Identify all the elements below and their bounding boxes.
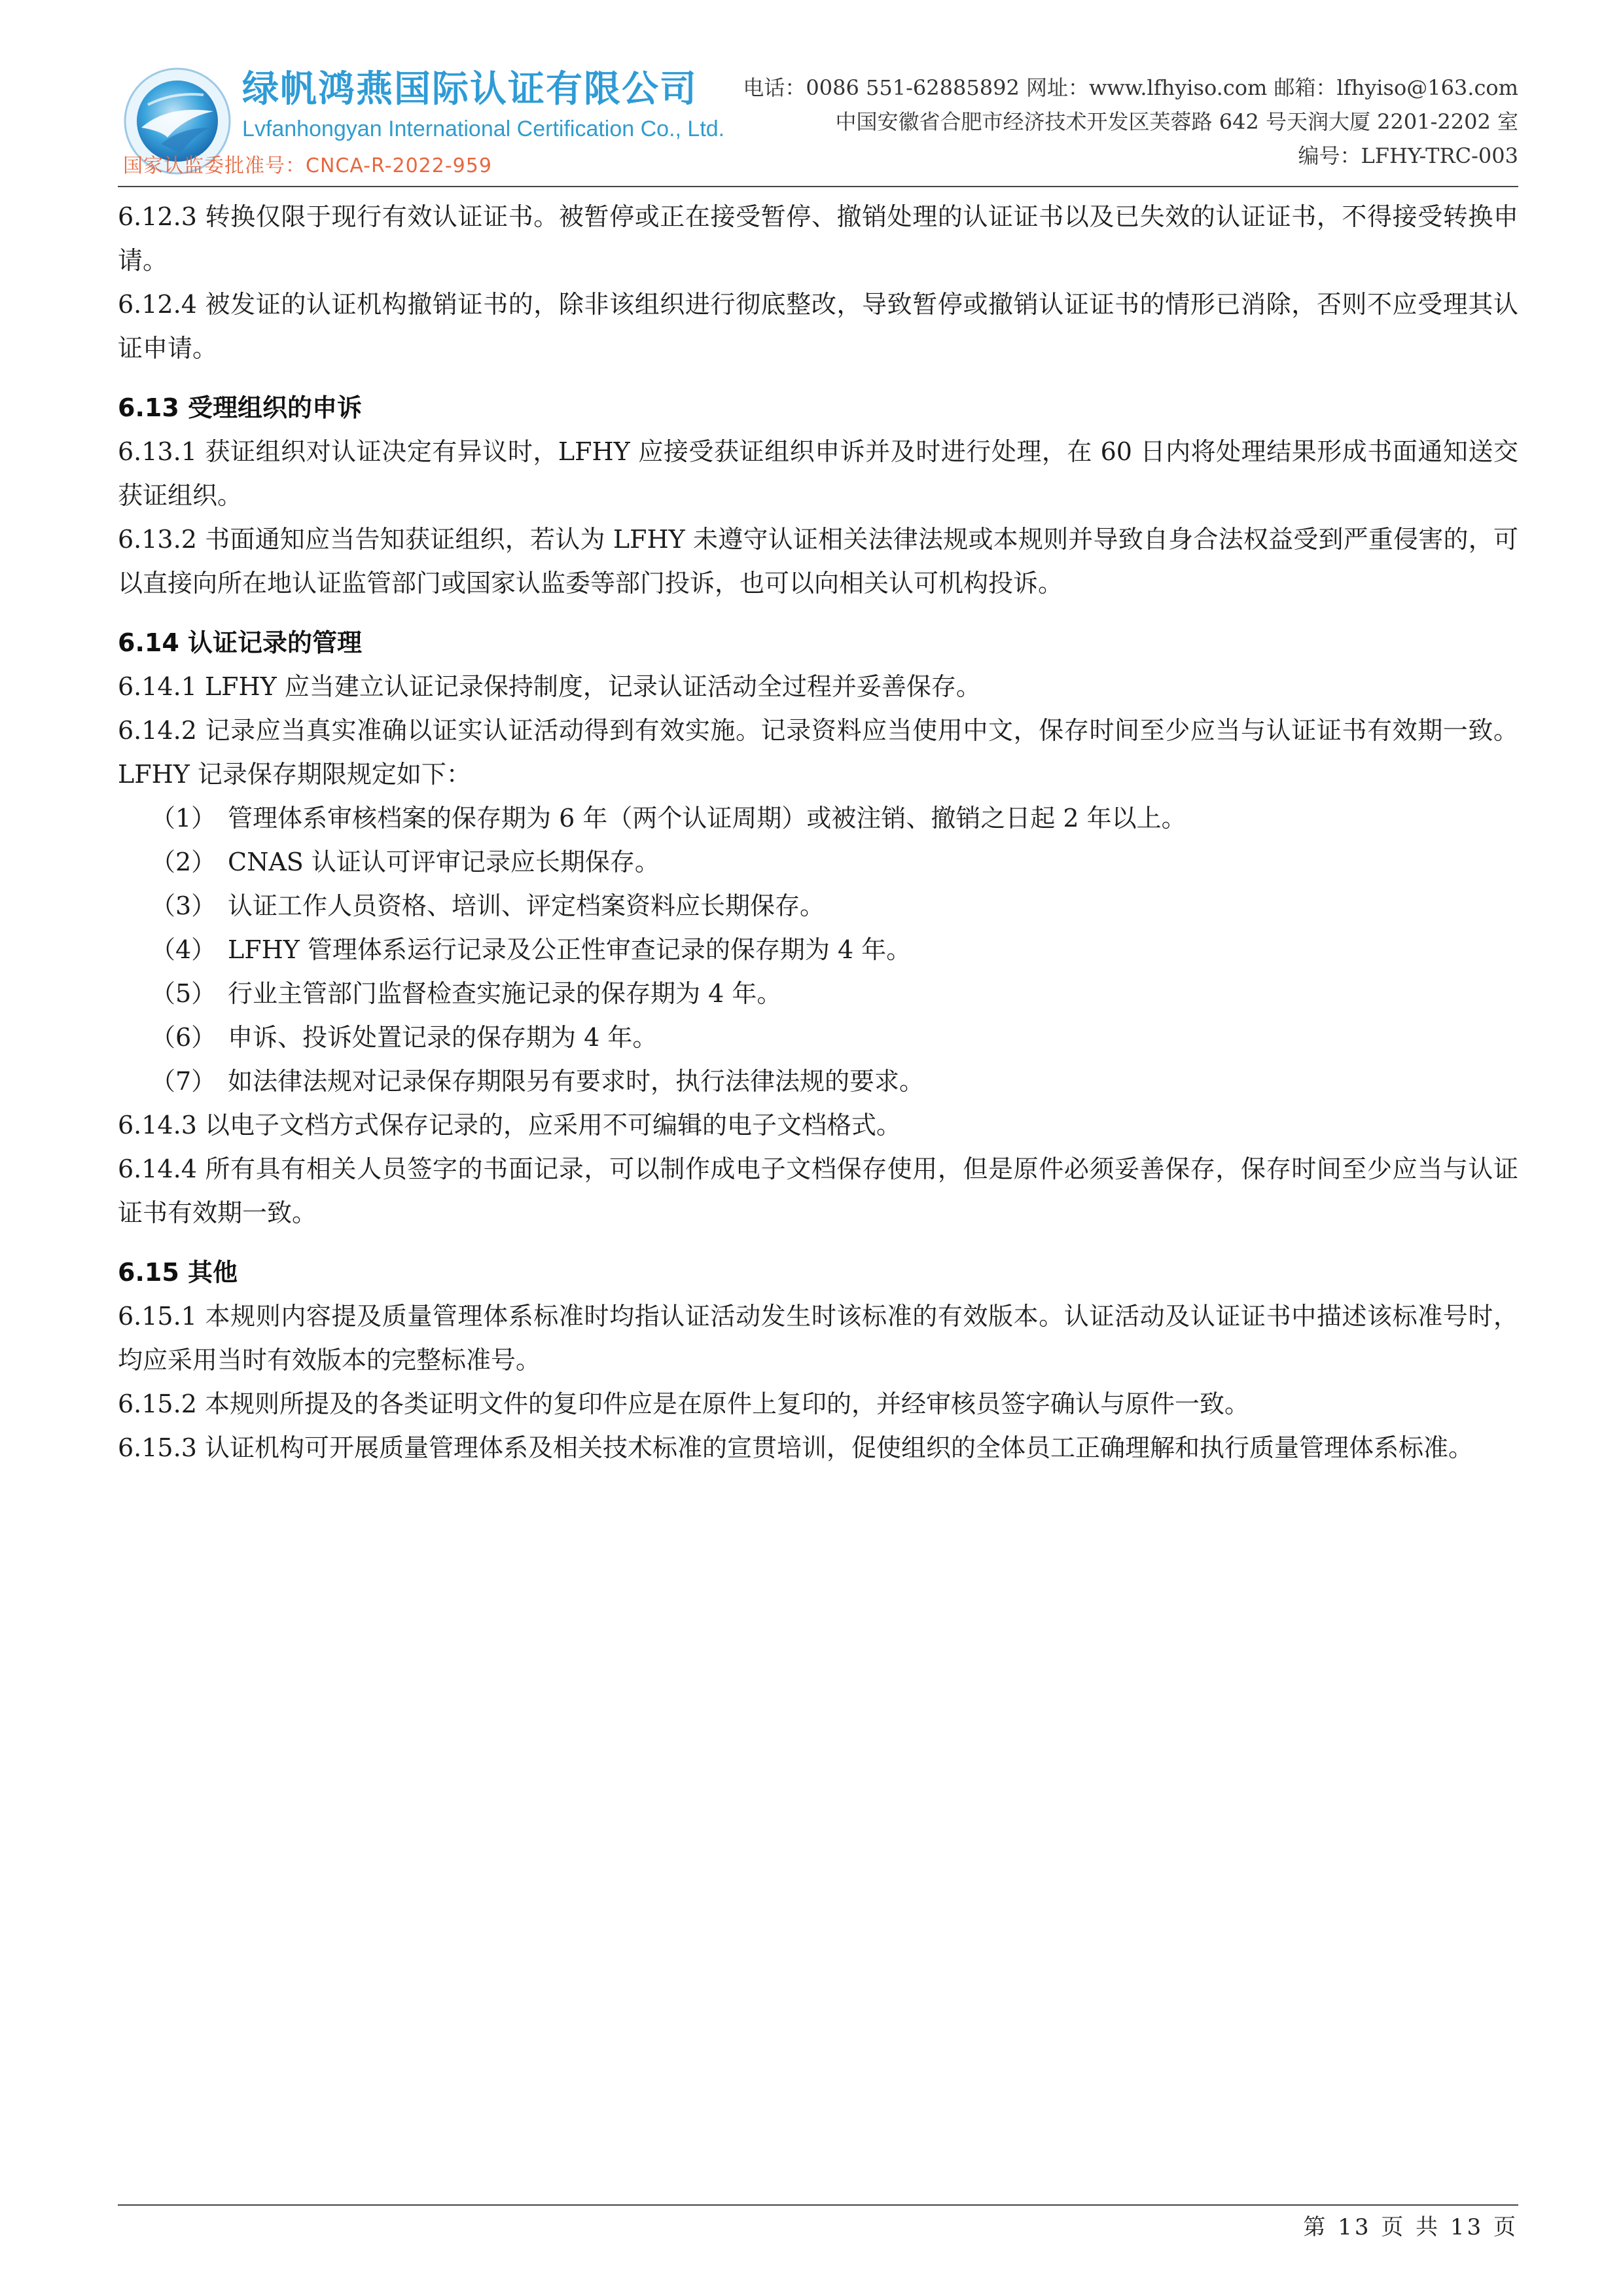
header-divider — [118, 186, 1518, 187]
company-name-en: Lvfanhongyan International Certification Co., Ltd. — [242, 117, 725, 141]
list-item-number: （6） — [151, 1023, 217, 1052]
clause-6-14-2: 6.14.2 记录应当真实准确以证实认证活动得到有效实施。记录资料应当使用中文，保存时间至少应当与认证证书有效期一致。LFHY 记录保存期限规定如下： — [118, 716, 1518, 789]
clause-6-14-4: 6.14.4 所有具有相关人员签字的书面记录，可以制作成电子文档保存使用，但是原件必须妥善保存，保存时间至少应当与认证证书有效期一致。 — [118, 1155, 1518, 1227]
page-number: 第 13 页 共 13 页 — [1303, 2214, 1518, 2240]
list-item-number: （4） — [151, 935, 217, 964]
company-name-cn: 绿帆鸿燕国际认证有限公司 — [242, 68, 698, 111]
list-item-text: 管理体系审核档案的保存期为 6 年（两个认证周期）或被注销、撤销之日起 2 年以上。 — [228, 804, 1186, 833]
clause-6-15-1: 6.15.1 本规则内容提及质量管理体系标准时均指认证活动发生时该标准的有效版本。认证活动及认证证书中描述该标准号时，均应采用当时有效版本的完整标准号。 — [118, 1302, 1518, 1374]
section-heading-6-14: 6.14 认证记录的管理 — [118, 628, 362, 657]
list-item-number: （7） — [151, 1067, 217, 1096]
list-item-text: 如法律法规对记录保存期限另有要求时，执行法律法规的要求。 — [228, 1067, 925, 1096]
list-item — [118, 797, 1518, 840]
list-item-text: LFHY 管理体系运行记录及公正性审查记录的保存期为 4 年。 — [228, 935, 912, 964]
company-logo — [118, 58, 772, 188]
clause-6-12-4: 6.12.4 被发证的认证机构撤销证书的，除非该组织进行彻底整改，导致暂停或撤销认证证书的情形已消除，否则不应受理其认证申请。 — [118, 290, 1518, 363]
list-item-text: 行业主管部门监督检查实施记录的保存期为 4 年。 — [228, 979, 782, 1008]
contact-address: 中国安徽省合肥市经济技术开发区芙蓉路 642 号天润大厦 2201-2202 室 — [835, 109, 1518, 134]
clause-6-13-1: 6.13.1 获证组织对认证决定有异议时，LFHY 应接受获证组织申诉并及时进行处理，在 60 日内将处理结果形成书面通知送交获证组织。 — [118, 437, 1518, 510]
approval-number: 国家认监委批准号：CNCA-R-2022-959 — [123, 154, 492, 177]
list-item — [118, 1016, 1518, 1060]
document-code: 编号：LFHY-TRC-003 — [1298, 143, 1518, 168]
list-item — [118, 972, 1518, 1016]
clause-6-13-2: 6.13.2 书面通知应当告知获证组织，若认为 LFHY 未遵守认证相关法律法规或本规则并导致自身合法权益受到严重侵害的，可以直接向所在地认证监管部门或国家认监委等部门投诉，也可以向相关认可机构投诉。 — [118, 525, 1518, 598]
list-item-text: 认证工作人员资格、培训、评定档案资料应长期保存。 — [228, 891, 825, 920]
list-item — [118, 884, 1518, 928]
clause-6-15-3: 6.15.3 认证机构可开展质量管理体系及相关技术标准的宣贯培训，促使组织的全体员工正确理解和执行质量管理体系标准。 — [118, 1433, 1473, 1462]
list-item-number: （5） — [151, 979, 217, 1008]
clause-6-14-3: 6.14.3 以电子文档方式保存记录的，应采用不可编辑的电子文档格式。 — [118, 1111, 901, 1139]
clause-6-14-1: 6.14.1 LFHY 应当建立认证记录保持制度，记录认证活动全过程并妥善保存。 — [118, 672, 981, 701]
list-item — [118, 840, 1518, 884]
contact-phone-web-email: 电话：0086 551-62885892 网址：www.lfhyiso.com 邮箱：lfhyiso@163.com — [743, 75, 1518, 100]
list-item-number: （3） — [151, 891, 217, 920]
clause-6-12-3: 6.12.3 转换仅限于现行有效认证证书。被暂停或正在接受暂停、撤销处理的认证证书以及已失效的认证证书，不得接受转换申请。 — [118, 202, 1518, 275]
section-heading-6-13: 6.13 受理组织的申诉 — [118, 393, 362, 422]
list-item — [118, 928, 1518, 972]
document-body — [118, 195, 1518, 1470]
clause-6-15-2: 6.15.2 本规则所提及的各类证明文件的复印件应是在原件上复印的，并经审核员签字确认与原件一致。 — [118, 1390, 1249, 1418]
page-header — [118, 58, 1518, 188]
list-item-number: （1） — [151, 804, 217, 833]
list-item-text: 申诉、投诉处置记录的保存期为 4 年。 — [228, 1023, 658, 1052]
contact-block — [743, 71, 1518, 173]
footer-divider — [118, 2204, 1518, 2206]
list-item-number: （2） — [151, 848, 217, 876]
section-heading-6-15: 6.15 其他 — [118, 1258, 238, 1287]
list-item — [118, 1060, 1518, 1103]
list-item-text: CNAS 认证认可评审记录应长期保存。 — [228, 848, 660, 876]
